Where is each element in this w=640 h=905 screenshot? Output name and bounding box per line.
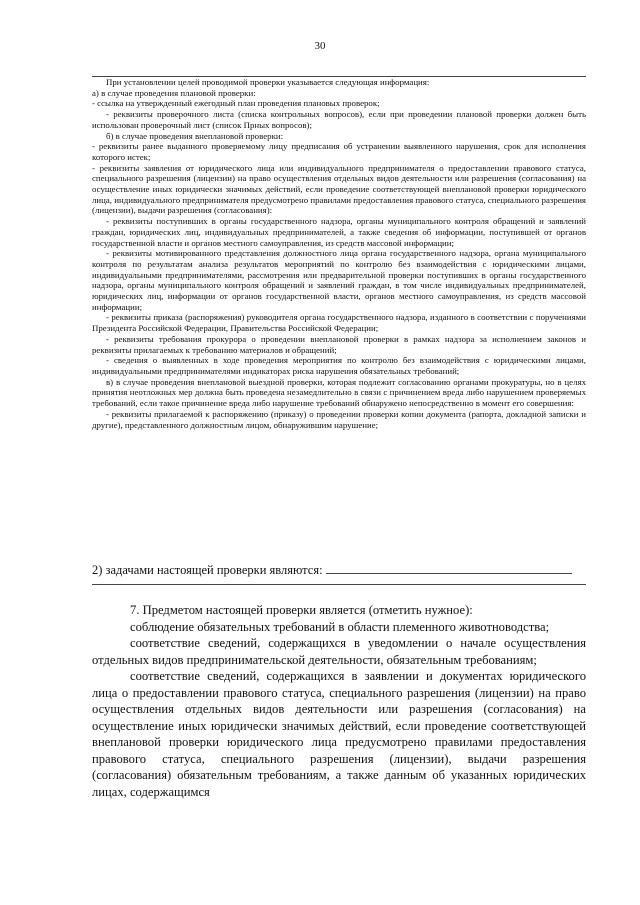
onsite-heading: в) в случае проведения внеплановой выездной проверки, которая подлежит согласованию органами прокуратуры, но в целях принятия неотложных мер должна быть проведена незамедлительно в связи с причинением вреда либо нарушением проверяемых требований, если такое причинение вреда либо нарушение требований обнаружено непосредственно в момент его совершения: [92,376,586,409]
unplanned-item: - реквизиты мотивированного представления должностного лица органа государственного надзора, органа муниципального контроля по результатам анализа результатов мероприятий по контролю без взаимодействия с юридическими лицами, индивидуальными предпринимателями, рассмотрения или предварительной проверки поступивших в органы государственного надзора, органы муниципального контроля обращений и заявлений граждан, в том числе индивидуальных предпринимателей, юридических лиц, информации от органов государственной власти, органов местного самоуправления, из средств массовой информации; [92,248,586,312]
unplanned-item: - реквизиты требования прокурора о проведении внеплановой проверки в рамках надзора за исполнением законов и реквизиты прилагаемых к требованию материалов и обращений; [92,333,586,355]
planned-item: - ссылка на утвержденный ежегодный план проведения плановых проверок; [92,98,380,109]
goals-info-block [92,76,586,430]
blank-line [92,584,586,585]
subject-item: соответствие сведений, содержащихся в заявлении и документах юридического лица о предоставлении правового статуса, специального разрешения (лицензии) на право осуществления отдельных видов деятельности или разрешения (согласования) на осуществление иных юридически значимых действий, если проведение соответствующей внеплановой проверки юридического лица предусмотрено правилами предоставления правового статуса, специального разрешения (лицензии), выдачи разрешения (согласования) обязательным требованиям, а также данным об указанных юридических лицах, содержащимся [92,669,586,799]
planned-heading: а) в случае проведения плановой проверки: [92,87,256,98]
unplanned-item: - реквизиты заявления от юридического лица или индивидуального предпринимателя о предоставлении правового статуса, специального разрешения (лицензии) на право осуществления отдельных видов деятельности или разрешения (согласования) на осуществление иных юридически значимых действий, если проведение соответствующей внеплановой проверки юридического лица, индивидуального предпринимателя предусмотрено правилами предоставления правового статуса, специального разрешения (лицензии), выдачи разрешения (согласования): [92,162,586,216]
subject-item: соответствие сведений, содержащихся в уведомлении о начале осуществления отдельных видов предпринимательской деятельности, обязательным требованиям; [92,636,586,667]
unplanned-heading: б) в случае проведения внеплановой проверки: [106,130,284,141]
unplanned-item: - реквизиты поступивших в органы государственного надзора, органы муниципального контроля обращений и заявлений граждан, юридических лиц, индивидуальных предпринимателей, а также сведения об информации, поступившей от органов государственной власти и органов местного самоуправления, из средств массовой информации; [92,216,586,248]
page-number: 30 [314,40,326,52]
inspection-subject-section [92,602,586,800]
tasks-label: 2) задачами настоящей проверки являются: [92,563,323,577]
unplanned-item: - сведения о выявленных в ходе проведения мероприятия по контролю без взаимодействия с юридическими лицами, индивидуальными предпринимателями индикаторах риска нарушения обязательных требований; [92,355,586,376]
unplanned-item: - реквизиты ранее выданного проверяемому лицу предписания об устранении выявленного нарушения, срок для исполнения которого истек; [92,141,586,162]
tasks-line [92,561,586,578]
subject-heading: 7. Предметом настоящей проверки является (отметить нужное): [130,603,473,617]
subject-item: соблюдение обязательных требований в области племенного животноводства; [130,619,550,634]
goals-intro: При установлении целей проводимой проверки указывается следующая информация: [106,77,430,87]
onsite-item: - реквизиты прилагаемой к распоряжению (приказу) о проведении проверки копии документа (рапорта, докладной записки и другие), представленного должностным лицом, обнаружившим нарушение; [92,408,586,430]
planned-item: - реквизиты проверочного листа (списка контрольных вопросов), если при проведении плановой проверки должен быть использован проверочный лист (список Прных вопросов); [92,109,586,130]
unplanned-item: - реквизиты приказа (распоряжения) руководителя органа государственного надзора, изданного в соответствии с поручениями Президента Российской Федерации, Правительства Российской Федерации; [92,312,586,334]
tasks-blank-field[interactable] [326,561,572,574]
